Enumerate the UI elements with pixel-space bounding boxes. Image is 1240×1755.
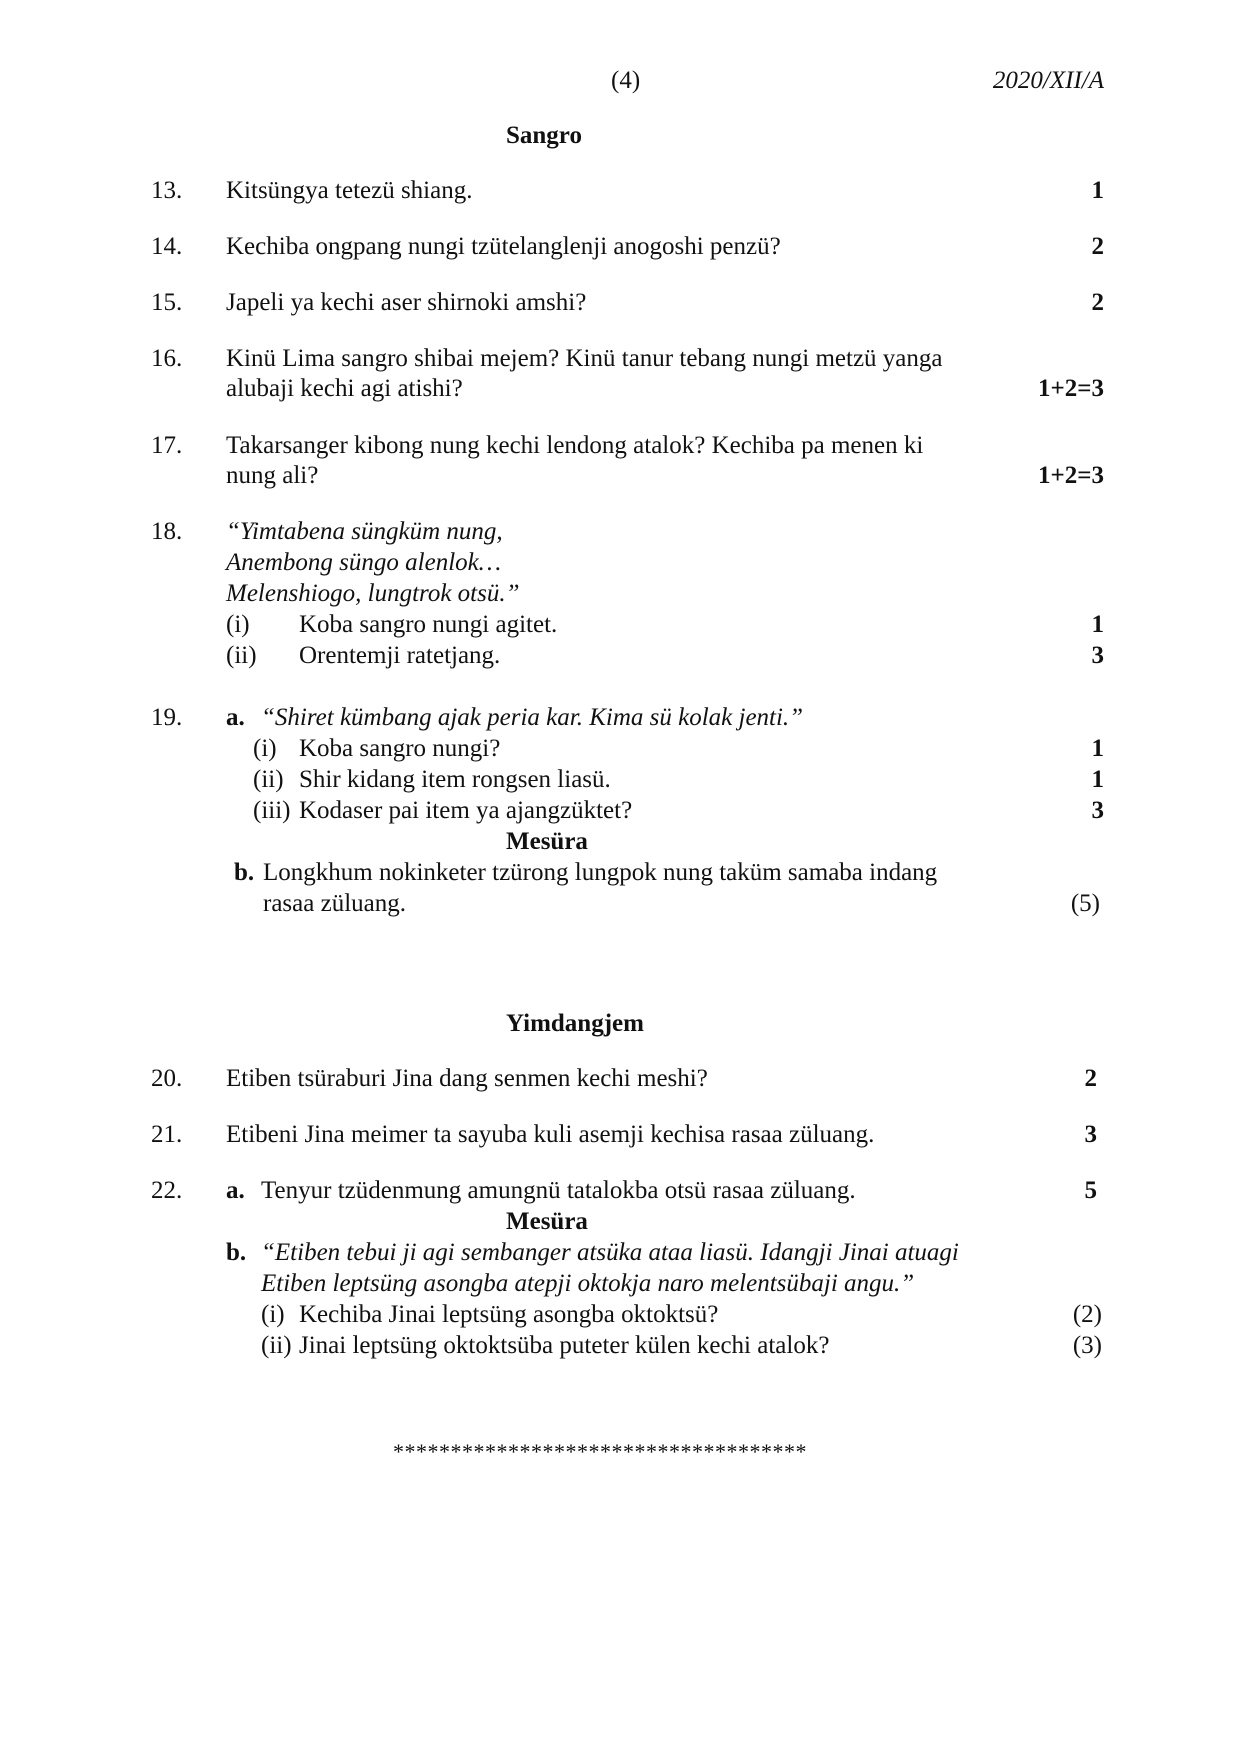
question-text: Etiben tsüraburi Jina dang senmen kechi meshi?	[226, 1065, 708, 1092]
sub-question-text: Kodaser pai item ya ajangzüktet?	[299, 797, 633, 824]
question-text: Kechiba ongpang nungi tzütelanglenji anogoshi penzü?	[226, 233, 781, 260]
section-heading-sangro: Sangro	[506, 122, 582, 149]
sub-question-mark: 3	[1091, 642, 1104, 669]
question-number: 20.	[151, 1065, 183, 1092]
question-number: 16.	[151, 345, 183, 372]
sub-question-label: (ii)	[253, 766, 284, 793]
sub-question-label: (i)	[253, 735, 277, 762]
question-number: 19.	[151, 704, 183, 731]
question-text-line-1: Takarsanger kibong nung kechi lendong atalok? Kechiba pa menen ki	[226, 432, 924, 459]
sub-question-mark: (2)	[1072, 1301, 1102, 1328]
section-heading-yimdangjem: Yimdangjem	[506, 1010, 644, 1037]
quote-line-1: “Yimtabena süngküm nung,	[226, 518, 503, 545]
question-number: 14.	[151, 233, 183, 260]
question-text: Etibeni Jina meimer ta sayuba kuli asemji kechisa rasaa züluang.	[226, 1121, 875, 1148]
question-mark: 3	[1084, 1121, 1097, 1148]
sub-question-label: (i)	[261, 1301, 285, 1328]
question-number: 17.	[151, 432, 183, 459]
option-b-text-line-1: Longkhum nokinketer tzürong lungpok nung taküm samaba indang	[263, 859, 938, 886]
option-b-text-line-2: rasaa züluang.	[263, 890, 406, 917]
question-number: 13.	[151, 177, 183, 204]
question-mark: 1	[1091, 177, 1104, 204]
question-mark: 1+2=3	[1038, 375, 1104, 402]
sub-question-label: (iii)	[253, 797, 291, 824]
option-b-label: b.	[234, 859, 255, 886]
option-b-quote-line-1: “Etiben tebui ji agi sembanger atsüka ataa liasü. Idangji Jinai atuagi	[261, 1239, 959, 1266]
page-number: (4)	[611, 67, 641, 94]
sub-question-mark: 1	[1091, 611, 1104, 638]
option-a-mark: 5	[1084, 1177, 1097, 1204]
end-of-paper-stars: ************************************	[393, 1439, 807, 1464]
question-mark: 2	[1091, 233, 1104, 260]
sub-question-text: Jinai leptsüng oktoktsüba puteter külen kechi atalok?	[299, 1332, 830, 1359]
quote-line-2: Anembong süngo alenlok…	[226, 549, 501, 576]
question-number: 21.	[151, 1121, 183, 1148]
question-number: 18.	[151, 518, 183, 545]
question-mark: 1+2=3	[1038, 462, 1104, 489]
sub-question-text: Koba sangro nungi agitet.	[299, 611, 558, 638]
or-separator: Mesüra	[506, 1208, 588, 1235]
question-text-line-2: alubaji kechi agi atishi?	[226, 375, 463, 402]
option-a-text: Tenyur tzüdenmung amungnü tatalokba otsü rasaa züluang.	[261, 1177, 856, 1204]
sub-question-mark: 1	[1091, 766, 1104, 793]
sub-question-text: Orentemji ratetjang.	[299, 642, 501, 669]
question-mark: 2	[1084, 1065, 1097, 1092]
option-a-label: a.	[226, 1177, 245, 1204]
quote-line-3: Melenshiogo, lungtrok otsü.”	[226, 580, 520, 607]
question-text-line-1: Kinü Lima sangro shibai mejem? Kinü tanur tebang nungi metzü yanga	[226, 345, 943, 372]
option-b-label: b.	[226, 1239, 247, 1266]
sub-question-text: Shir kidang item rongsen liasü.	[299, 766, 611, 793]
option-a-label: a.	[226, 704, 245, 731]
paper-code: 2020/XII/A	[992, 67, 1104, 94]
question-text-line-2: nung ali?	[226, 462, 319, 489]
sub-question-text: Koba sangro nungi?	[299, 735, 501, 762]
sub-question-mark: 3	[1091, 797, 1104, 824]
question-text: Kitsüngya tetezü shiang.	[226, 177, 473, 204]
or-separator: Mesüra	[506, 828, 588, 855]
sub-question-mark: 1	[1091, 735, 1104, 762]
sub-question-text: Kechiba Jinai leptsüng asongba oktoktsü?	[299, 1301, 719, 1328]
question-mark: 2	[1091, 289, 1104, 316]
question-text: Japeli ya kechi aser shirnoki amshi?	[226, 289, 587, 316]
sub-question-label: (ii)	[226, 642, 257, 669]
sub-question-label: (ii)	[261, 1332, 292, 1359]
option-b-quote-line-2: Etiben leptsüng asongba atepji oktokja naro melentsübaji angu.”	[261, 1270, 915, 1297]
option-a-quote: “Shiret kümbang ajak peria kar. Kima sü kolak jenti.”	[261, 704, 804, 731]
sub-question-label: (i)	[226, 611, 250, 638]
sub-question-mark: (3)	[1072, 1332, 1102, 1359]
option-b-mark: (5)	[1070, 890, 1100, 917]
question-number: 22.	[151, 1177, 183, 1204]
question-number: 15.	[151, 289, 183, 316]
